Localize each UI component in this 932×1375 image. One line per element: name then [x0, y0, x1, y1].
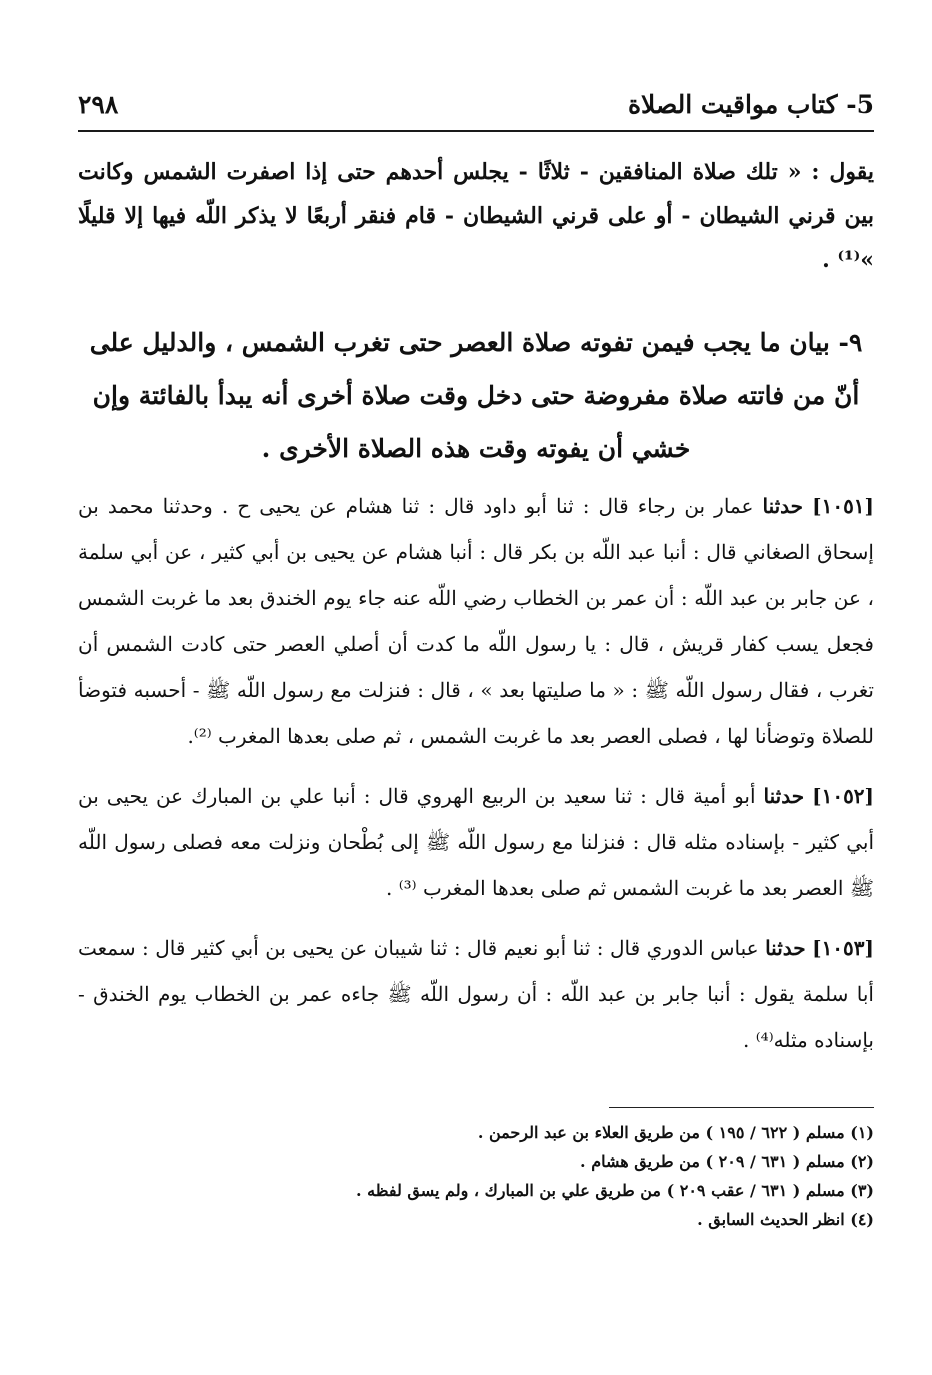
chapter-title: 5- كتاب مواقيت الصلاة [627, 89, 874, 119]
section-heading: ٩- بيان ما يجب فيمن تفوته صلاة العصر حتى تغرب الشمس ، والدليل على أنّ من فاتته صلاة مفروضة حتى دخل وقت صلاة أخرى أنه يبدأ بالفائتة وإن خشي أن يفوته وقت هذه الصلاة الأخرى . [89, 328, 863, 463]
page-header [78, 80, 874, 128]
hadith-number: [١٠٥١] [812, 494, 875, 518]
hadith-1052 [78, 773, 874, 911]
footnotes [78, 1118, 874, 1234]
hadith-lead: حدثنا [762, 494, 804, 518]
footnote-3: (٣) مسلم ( ٦٣١ / عقب ٢٠٩ ) من طريق علي بن المبارك ، ولم يسق لفظه . [356, 1181, 874, 1200]
hadith-text: أبو أمية قال : ثنا سعيد بن الربيع الهروي قال : أنبا علي بن المبارك عن يحيى بن أبي كثير - بإسناده مثله قال : فنزلنا مع رسول اللّه ﷺ إلى بُطْحان ونزلت معه فصلى رسول اللّه ﷺ العصر بعد ما غربت الشمس ثم صلى بعدها المغرب ⁽³⁾ . [78, 784, 874, 900]
hadith-number: [١٠٥٣] [812, 936, 874, 960]
hadith-lead: حدثنا [765, 936, 806, 960]
hadith-number: [١٠٥٢] [812, 784, 875, 808]
footnote-divider [609, 1107, 874, 1108]
hadith-1053 [78, 925, 874, 1063]
footnote-4: (٤) انظر الحديث السابق . [697, 1210, 874, 1229]
intro-paragraph: يقول : « تلك صلاة المنافقين - ثلاثًا - يجلس أحدهم حتى إذا اصفرت الشمس وكانت بين قرني الشيطان - أو على قرني الشيطان - قام فنقر أربعًا لا يذكر اللّه فيها إلا قليلًا »⁽¹⁾ . [78, 159, 874, 273]
header-divider [78, 130, 874, 132]
page-number: ٢٩٨ [78, 89, 119, 119]
book-page [78, 80, 874, 1340]
footnote-1: (١) مسلم ( ٦٢٢ / ١٩٥ ) من طريق العلاء بن عبد الرحمن . [477, 1123, 874, 1142]
hadith-text: عمار بن رجاء قال : ثنا أبو داود قال : ثنا هشام عن يحيى ح . وحدثنا محمد بن إسحاق الصغاني قال : أنبا عبد اللّه بن بكر قال : أنبا هشام عن يحيى بن أبي كثير ، عن أبي سلمة ، عن جابر بن عبد اللّه : أن عمر بن الخطاب رضي اللّه عنه جاء يوم الخندق بعد ما غربت الشمس فجعل يسب كفار قريش ، قال : يا رسول اللّه ما كدت أن أصلي العصر حتى كادت الشمس أن تغرب ، فقال رسول اللّه ﷺ : « ما صليتها بعد » ، قال : فنزلت مع رسول اللّه ﷺ - أحسبه فتوضأ للصلاة وتوضأنا لها ، فصلى العصر بعد ما غربت الشمس ، ثم صلى بعدها المغرب ⁽²⁾. [78, 494, 874, 748]
hadith-lead: حدثنا [763, 784, 805, 808]
hadith-text: عباس الدوري قال : ثنا أبو نعيم قال : ثنا شيبان عن يحيى بن أبي كثير قال : سمعت أبا سلمة يقول : أنبا جابر بن عبد اللّه : أن رسول اللّه ﷺ جاءه عمر بن الخطاب يوم الخندق - بإسناده مثله⁽⁴⁾ . [78, 936, 874, 1052]
footnote-2: (٢) مسلم ( ٦٣١ / ٢٠٩ ) من طريق هشام . [580, 1152, 874, 1171]
hadith-1051 [78, 483, 874, 759]
